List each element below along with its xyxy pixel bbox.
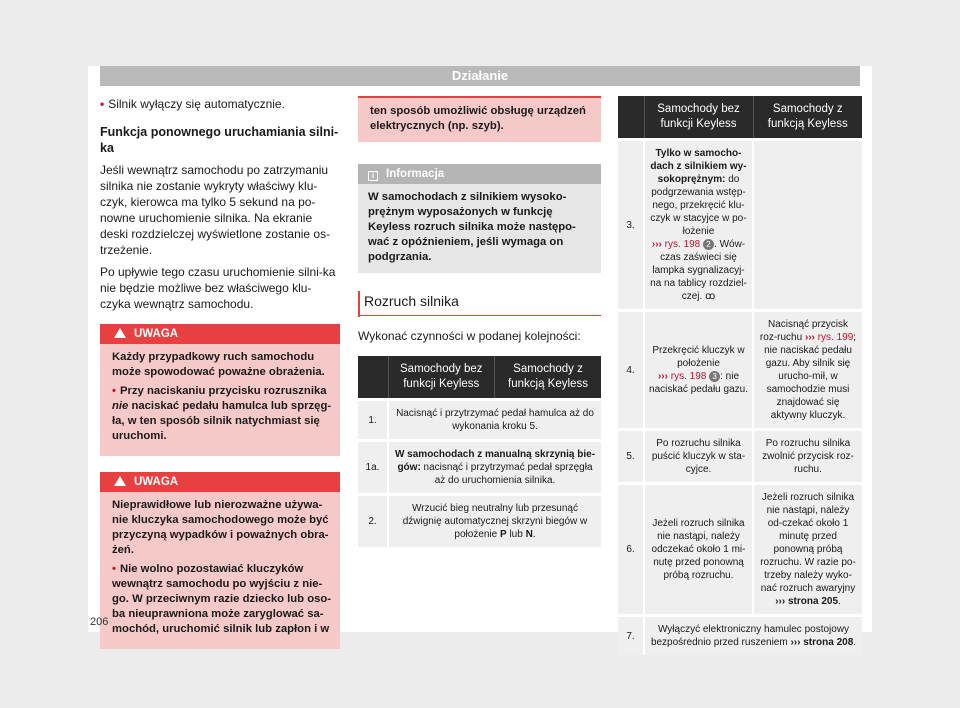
step-text-tail: : nie naciskać pedału gazu. — [649, 371, 748, 395]
table-row — [618, 311, 862, 430]
warning-bullet: • Nie wolno pozostawiać kluczyków wewnątrz samochodu po wyjściu z nie-go. W przeciwnym razie dziecko lub oso-ba nieuprawniona może zaryglować sa-mochód, uruchomić silnik lub zapłon i w — [112, 562, 332, 637]
callout-circle: 2 — [703, 239, 714, 250]
table-header — [358, 356, 388, 400]
callout-circle: 3 — [709, 371, 720, 382]
step-text-keyless — [753, 311, 862, 430]
reference-link[interactable] — [775, 596, 838, 607]
steps-table-1 — [358, 356, 601, 547]
ref-text: strona 208 — [800, 637, 854, 648]
step-text-no-keyless: Po rozruchu silnika puścić kluczyk w sta-cyjce. — [644, 430, 753, 484]
step-text — [388, 495, 601, 548]
info-box — [358, 164, 601, 273]
warning-title: UWAGA — [134, 328, 179, 340]
table-header: Samochody bez funkcji Keyless — [388, 356, 495, 400]
step-text-no-keyless: Jeżeli rozruch silnika nie nastąpi, należy odczekać około 1 mi-nutę przed ponowną próbą rozruchu. — [644, 484, 753, 616]
step-number: 1. — [358, 400, 388, 441]
table-row — [618, 484, 862, 616]
warning-bullet-emphasis: nie — [112, 400, 129, 412]
steps-table-2 — [618, 96, 862, 655]
ref-text: rys. 198 — [661, 239, 701, 250]
warning-bullet — [112, 384, 332, 444]
table-row — [358, 400, 601, 441]
step-text-or: lub — [506, 529, 526, 540]
step-condition: Tylko w samocho-dach z silnikiem wy-sokoprężnym: — [650, 148, 747, 185]
step-text-keyless: Po rozruchu silnika zwolnić przycisk roz-ruchu. — [753, 430, 862, 484]
step-number: 4. — [618, 311, 644, 430]
step-text: Nacisnąć i przytrzymać pedał hamulca aż do wykonania kroku 5. — [388, 400, 601, 441]
info-header — [358, 164, 601, 184]
column-middle — [358, 96, 601, 547]
reference-link[interactable] — [790, 637, 853, 648]
gear-p: P — [500, 529, 507, 540]
section-title: Rozruch silnika — [358, 293, 601, 316]
step-text-body: do podgrzewania wstęp-nego, przekręcić klu-czyk w stacyjce w po-łożenie — [650, 174, 747, 237]
ref-text: rys. 198 — [667, 371, 707, 382]
step-text-keyless — [753, 140, 862, 311]
ref-arrow: ››› — [657, 371, 668, 382]
step-number: 5. — [618, 430, 644, 484]
warning-bullet-text: Przy naciskaniu przycisku rozrusznika — [119, 385, 327, 397]
warning-header — [100, 324, 340, 344]
table-header — [618, 96, 644, 140]
column-right — [618, 96, 862, 655]
ref-text: strona 205 — [785, 596, 839, 607]
table-row — [618, 430, 862, 484]
ref-arrow: ››› — [804, 332, 815, 343]
step-text-end: . — [532, 529, 536, 540]
table-row — [618, 140, 862, 311]
warning-title: UWAGA — [134, 476, 179, 488]
table-row — [618, 616, 862, 656]
info-body: W samochodach z silnikiem wysoko-prężnym wyposażonych w funkcję Keyless rozruch silnika może następo-wać z opóźnieniem, jeśli wymaga on podgrzania. — [368, 191, 576, 263]
step-text-body: Wyłączyć elektroniczny hamulec postojowy bezpośrednio przed ruszeniem — [650, 624, 850, 648]
info-title: Informacja — [386, 168, 445, 180]
step-text — [388, 441, 601, 495]
subhead-restart: Funkcja ponownego uruchamiania silni-ka — [100, 125, 339, 155]
ref-arrow: ››› — [775, 596, 786, 607]
info-icon: i — [368, 171, 378, 181]
step-text-no-keyless — [644, 311, 753, 430]
step-text-body: Nacisnąć przycisk roz-ruchu — [759, 319, 849, 343]
glow-plug-icon: ꝏ — [705, 291, 716, 302]
warning-icon — [114, 476, 126, 486]
warning-box-1 — [100, 324, 340, 456]
section-intro: Wykonać czynności w podanej kolejności: — [358, 329, 581, 343]
step-number: 2. — [358, 495, 388, 548]
ref-arrow: ››› — [790, 637, 801, 648]
warning-text: Nieprawidłowe lub nierozważne używa-nie kluczyka samochodowego może być przyczyną wypadków i poważnych obra-żeń. — [112, 499, 329, 556]
step-text-body: Jeżeli rozruch silnika nie nastąpi, należy od-czekać około 1 minutę przed ponowną próbą rozruchu. W razie po-trzeby należy wyko-nać rozruch awaryjny — [760, 492, 856, 594]
warning-continuation: ten sposób umożliwić obsługę urządzeń elektrycznych (np. szyb). — [358, 96, 601, 142]
step-text-body: Przekręcić kluczyk w położenie — [652, 345, 745, 369]
step-text-body: nacisnąć i przytrzymać pedał sprzęgła aż do uruchomienia silnika. — [420, 462, 593, 486]
warning-icon — [114, 328, 126, 338]
step-number: 1a. — [358, 441, 388, 495]
warning-header — [100, 472, 340, 492]
step-number: 7. — [618, 616, 644, 656]
bullet-engine-off: • Silnik wyłączy się automatycznie. — [100, 96, 340, 112]
ref-arrow: ››› — [651, 239, 662, 250]
paragraph-restart-2: Po upływie tego czasu uruchomienie silni-ka nie będzie możliwe bez właściwego klu-czyka wewnątrz samochodu. — [100, 265, 336, 311]
paragraph-restart-1: Jeśli wewnątrz samochodu po zatrzymaniu silnika nie zostanie wykryty właściwy klu-czyk, kierowca ma tylko 5 sekund na po-nowne uruchomienie silnika. Na ekranie deski rozdzielczej wyświetlone zostanie os-trzeżenie. — [100, 163, 331, 257]
ref-text: rys. 199 — [814, 332, 854, 343]
step-text-tail: . Wów-czas zaświeci się lampka sygnalizacyj-na na tablicy rozdziel-czej. — [650, 239, 747, 302]
step-number: 6. — [618, 484, 644, 616]
warning-text: Każdy przypadkowy ruch samochodu może spowodować poważne obrażenia. — [112, 351, 325, 378]
step-text-end: . — [838, 596, 841, 607]
reference-link[interactable] — [652, 239, 700, 250]
table-row — [358, 495, 601, 548]
reference-link[interactable] — [805, 332, 853, 343]
warning-body — [100, 492, 340, 649]
table-header: Samochody z funkcją Keyless — [495, 356, 602, 400]
step-text — [644, 616, 862, 656]
table-row — [358, 441, 601, 495]
step-text-tail: ; nie naciskać pedału gazu. Aby silnik się urucho-mił, w samochodzie musi znajdować się aktywny kluczyk. — [764, 332, 857, 421]
table-header: Samochody bez funkcji Keyless — [644, 96, 753, 140]
gear-n: N — [525, 529, 533, 540]
table-header-row — [618, 96, 862, 140]
step-text-keyless — [753, 484, 862, 616]
step-number: 3. — [618, 140, 644, 311]
column-left — [100, 96, 340, 649]
step-text-end: . — [853, 637, 857, 648]
step-text-body: Wrzucić bieg neutralny lub przesunąć dźwignię automatycznej skrzyni biegów w położenie — [402, 503, 588, 540]
warning-body — [100, 344, 340, 456]
table-header-row — [358, 356, 601, 400]
warning-bullet-text-end: naciskać pedału hamulca lub sprzęg-ła, w ten sposób silnik natychmiast się uruchomi. — [112, 400, 332, 442]
step-text-no-keyless — [644, 140, 753, 311]
page-number: 206 — [90, 616, 109, 628]
page-header: Działanie — [100, 66, 860, 86]
table-header: Samochody z funkcją Keyless — [753, 96, 862, 140]
step-condition: W samochodach z manualną skrzynią bie-gów: — [394, 449, 596, 473]
reference-link[interactable] — [658, 371, 706, 382]
warning-box-2 — [100, 472, 340, 649]
